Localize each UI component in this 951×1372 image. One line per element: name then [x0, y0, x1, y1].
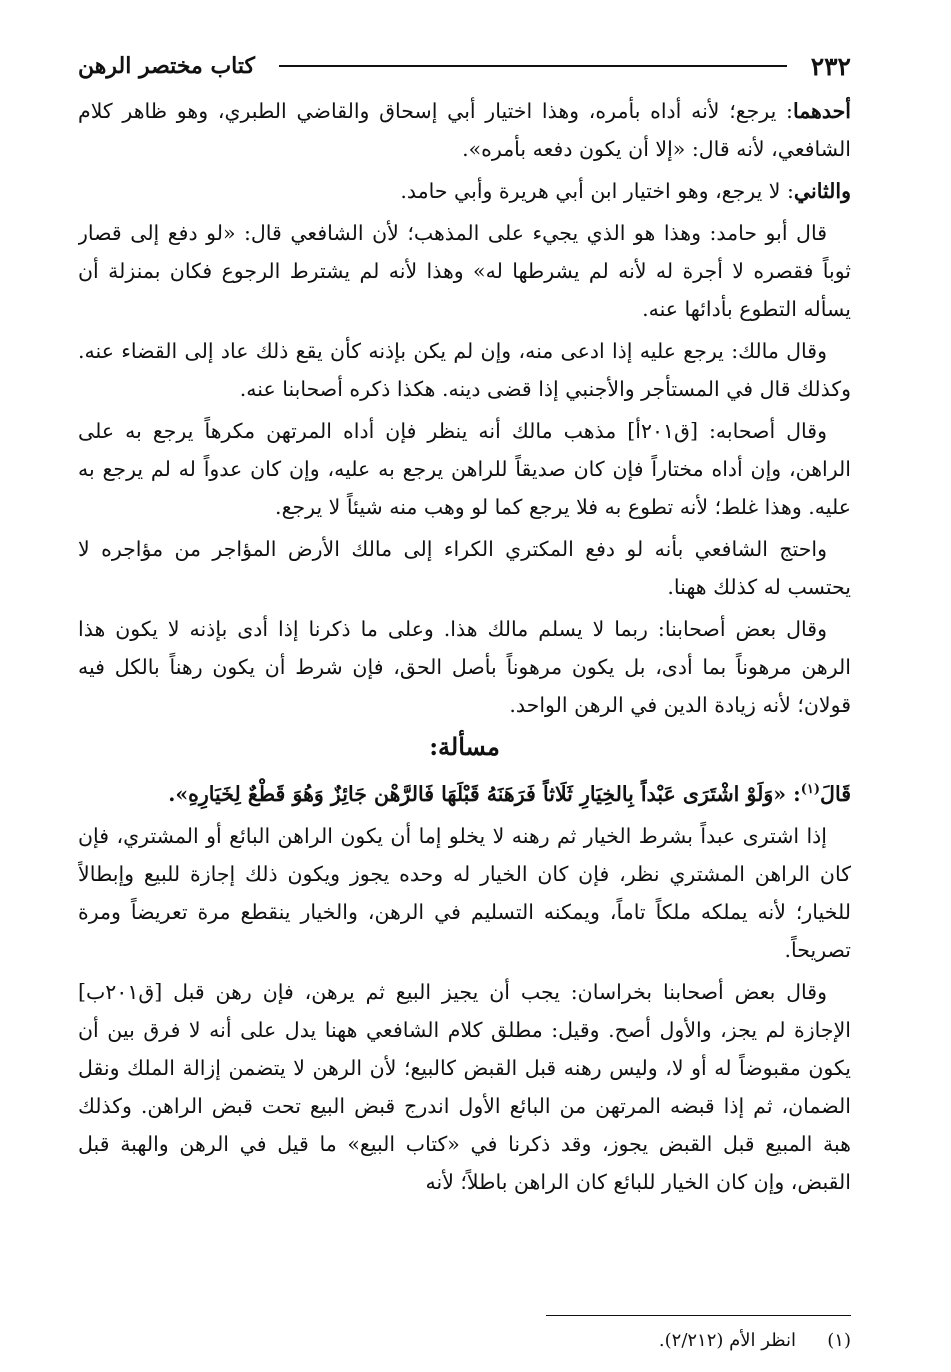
- footnote-number: (١): [827, 1330, 851, 1351]
- footnotes: [78, 1293, 851, 1356]
- body-text: [78, 92, 851, 1201]
- paragraph-shafii-argument: واحتج الشافعي بأنه لو دفع المكتري الكراء إلى مالك الأرض المؤاجر من مؤاجره لا يحتسب له كذلك ههنا.: [78, 537, 851, 599]
- book-title: كتاب مختصر الرهن: [78, 53, 255, 79]
- footnote-marker[interactable]: (١): [800, 782, 821, 797]
- paragraph-sharh-2: وقال بعض أصحابنا بخراسان: يجب أن يجيز البيع ثم يرهن، فإن رهن قبل [ق٢٠١ب] الإجازة لم يجز، والأول أصح. وقيل: مطلق كلام الشافعي ههنا يدل على أنه لا فرق بين أن يكون مقبوضاً له أو لا، وليس رهنه قبل القبض كالبيع؛ لأن الرهن لا يتضمن إزالة الملك ونقل الضمان، ثم إذا قبضه المرتهن من البائع الأول اندرج قبض البيع تحت قبض الراهن. وكذلك هبة المبيع قبل القبض يجوز، وقد ذكرنا في «كتاب البيع» ما قيل في الرهن والهبة قبل القبض، وإن كان الخيار للبائع كان الراهن باطلاً؛ لأنه: [78, 979, 851, 1194]
- book-page: [78, 46, 851, 1356]
- page-number: ٢٣٢: [810, 51, 851, 81]
- paragraph-lead: والثاني: [793, 179, 851, 203]
- footnote: [78, 1326, 851, 1356]
- quote-text: : «وَلَوْ اشْتَرَى عَبْداً بِالخِيَارِ ثَلَاثاً فَرَهَنَهُ قَبْلَهَا فَالرَّهْن جَائِزٌ وَهُوَ قَطْعٌ لِخَيَارِهِ».: [168, 781, 801, 806]
- paragraph-malik-companions: وقال أصحابه: [ق٢٠١أ] مذهب مالك أنه ينظر فإن أداه المرتهن مكرهاً يرجع به على الراهن، وإن أداه مختاراً فإن كان صديقاً للراهن يرجع به عليه، وإن كان عدواً له لم يرجع به عليه. وهذا غلط؛ لأنه تطوع به فلا يرجع كما لو وهب منه شيئاً لا يرجع.: [78, 419, 851, 519]
- paragraph-second-opinion: [78, 172, 851, 210]
- footnote-rule: [546, 1315, 851, 1316]
- paragraph-abu-hamid: قال أبو حامد: وهذا هو الذي يجيء على المذهب؛ لأن الشافعي قال: «لو دفع إلى قصار ثوباً فقصره لا أجرة له لأنه لم يشرطها له» وهذا لأنه لم يشترط الرجوع فكان بمنزلة أن يسأله التطوع بأدائها عنه.: [78, 221, 851, 321]
- paragraph-first-opinion: [78, 92, 851, 168]
- footnote-text: انظر الأم (٢/٢١٢).: [658, 1330, 796, 1351]
- paragraph-text: : يرجع؛ لأنه أداه بأمره، وهذا اختيار أبي إسحاق والقاضي الطبري، وهو ظاهر كلام الشافعي، لأنه قال: «إلا أن يكون دفعه بأمره».: [78, 99, 851, 161]
- paragraph-some-companions: وقال بعض أصحابنا: ربما لا يسلم مالك هذا. وعلى ما ذكرنا إذا أدى بإذنه لا يكون هذا الرهن مرهوناً بما أدى، بل يكون مرهوناً بأصل الحق، فإن شرط أن يكون رهناً بالكل فيه قولان؛ لأنه زيادة الدين في الرهن الواحد.: [78, 617, 851, 717]
- header-rule: [279, 65, 787, 67]
- matn-quote: [78, 771, 851, 813]
- paragraph-malik: وقال مالك: يرجع عليه إذا ادعى منه، وإن لم يكن بإذنه كأن يقع ذلك عاد إلى القضاء عنه. وكذلك قال في المستأجر والأجنبي إذا قضى دينه. هكذا ذكره أصحابنا عنه.: [78, 339, 851, 401]
- section-heading: مسألة:: [429, 732, 500, 761]
- quote-prefix: قَالَ: [820, 781, 851, 806]
- paragraph-sharh-1: إذا اشترى عبداً بشرط الخيار ثم رهنه لا يخلو إما أن يكون الراهن البائع أو المشتري، فإن كان الراهن المشتري نظر، فإن كان الخيار له وحده يجوز ويكون ذلك إجازة للبيع وإبطالاً للخيار؛ لأنه يملكه ملكاً تاماً، ويمكنه التسليم في الرهن، والخيار ينقطع مرة تعريضاً ومرة تصريحاً.: [78, 823, 851, 962]
- page-header: [78, 46, 851, 86]
- paragraph-lead: أحدهما: [792, 99, 851, 123]
- paragraph-text: : لا يرجع، وهو اختيار ابن أبي هريرة وأبي حامد.: [400, 179, 794, 203]
